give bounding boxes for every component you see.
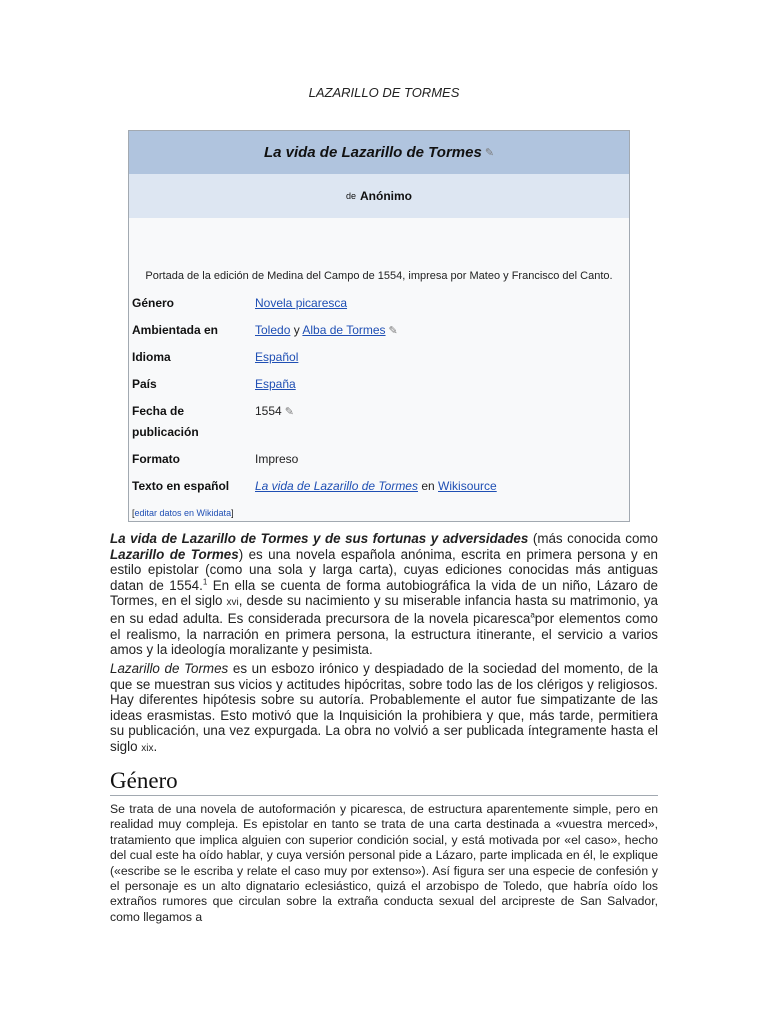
row-label: Fecha de [132, 404, 185, 418]
separator-text: y [293, 323, 300, 337]
short-title: Lazarillo de Tormes [110, 546, 239, 562]
row-label: Texto en español [132, 479, 230, 493]
country-link[interactable]: España [255, 377, 296, 391]
intro-paragraph: La vida de Lazarillo de Tormes y de sus fortunas y adversidades (más conocida como Lazarillo de Tormes) es una novela española anónima, escrita en primera persona y en estilo epistolar (como una sola y larga carta), cuyas ediciones conocidas más antiguas datan de 1554.$^1$ En ella se cuenta de forma autobiográfica la vida de un niño, Lázaro de Tormes, en el siglo xvi, desde su nacimiento y su miserable infancia hasta su matrimonio, ya en su edad adulta. Es considerada precursora de la novela picaresca$^a$por elementos como el realismo, la narración en primera persona, la estructura itinerante, el servicio a varios amos y la ideología moralizante y pesimista. [110, 531, 659, 658]
pencil-icon[interactable]: ✎ [284, 406, 294, 418]
separator-text: en [421, 479, 435, 493]
row-label: Idioma [132, 350, 171, 364]
author-prefix: de [345, 191, 356, 201]
page-title: LAZARILLO DE TORMES [308, 85, 460, 100]
genero-paragraph: Se trata de una novela de autoformación y picaresca, de estructura aparentemente simple, pero en realidad muy compleja. Es epistolar en tanto se trata de una carta destinada a «vuestra merced», tratamiento que implica alguien con superior condición social, y está motivada por «el caso», hecho del cual este ha oído hablar, y cuya versión personal pide a Lázaro, parte implicada en él, le explique («escribe se le escriba y relate el caso muy por extenso»). Así figura ser una especie de confesión y el personaje es un alto dignatario eclesiástico, quizá el arzobispo de Toledo, que habría oído los extraños rumores que circulan sobre la extraña conducta sexual del arcipreste de San Salvador, como llegamos a [110, 802, 658, 924]
row-label: Formato [132, 452, 180, 466]
full-text-link[interactable]: La vida de Lazarillo de Tormes [255, 479, 418, 493]
infobox-author [129, 174, 629, 218]
row-label: Ambientada en [132, 323, 219, 337]
row-label: Género [132, 296, 175, 310]
edit-wikidata-link[interactable]: editar datos en Wikidata [134, 508, 232, 518]
row-label: País [132, 377, 157, 391]
second-paragraph: Lazarillo de Tormes es un esbozo irónico y despiadado de la sociedad del momento, de la que se muestran sus vicios y actitudes hipócritas, sobre todo las de los clérigos y religiosos. Hay diferentes hipótesis sobre su autoría. Probablemente el autor fue simpatizante de las ideas erasmistas. Esto motivó que la Inquisición la prohibiera y que, más tarde, permitiera su publicación, una vez expurgada. La obra no volvió a ser publicada íntegramente hasta el siglo xix. [110, 661, 658, 754]
infobox-title: La vida de Lazarillo de Tormes [263, 144, 482, 161]
format-value: Impreso [255, 452, 299, 466]
row-label: publicación [132, 425, 199, 439]
publication-year: 1554 [255, 404, 282, 418]
pencil-icon[interactable]: ✎ [484, 147, 495, 159]
section-heading-genero: Género [110, 768, 658, 796]
language-link[interactable]: Español [255, 350, 299, 364]
italic-title: Lazarillo de Tormes [110, 661, 229, 676]
infobox [128, 130, 630, 522]
cover-caption: Portada de la edición de Medina del Campo de 1554, impresa por Mateo y Francisco del Canto. [145, 270, 613, 282]
infobox-footer: [editar datos en Wikidata] [132, 508, 234, 518]
footnote-ref[interactable]: a [530, 610, 535, 620]
wikisource-link[interactable]: Wikisource [438, 479, 497, 493]
full-title: La vida de Lazarillo de Tormes y de sus fortunas y adversidades [110, 531, 529, 546]
alba-de-tormes-link[interactable]: Alba de Tormes [302, 323, 386, 337]
toledo-link[interactable]: Toledo [255, 323, 291, 337]
genre-link[interactable]: Novela picaresca [255, 296, 348, 310]
footnote-ref[interactable]: 1 [202, 577, 208, 587]
pencil-icon[interactable]: ✎ [388, 325, 398, 337]
infobox-header [129, 131, 629, 174]
author-name: Anónimo [360, 189, 412, 203]
